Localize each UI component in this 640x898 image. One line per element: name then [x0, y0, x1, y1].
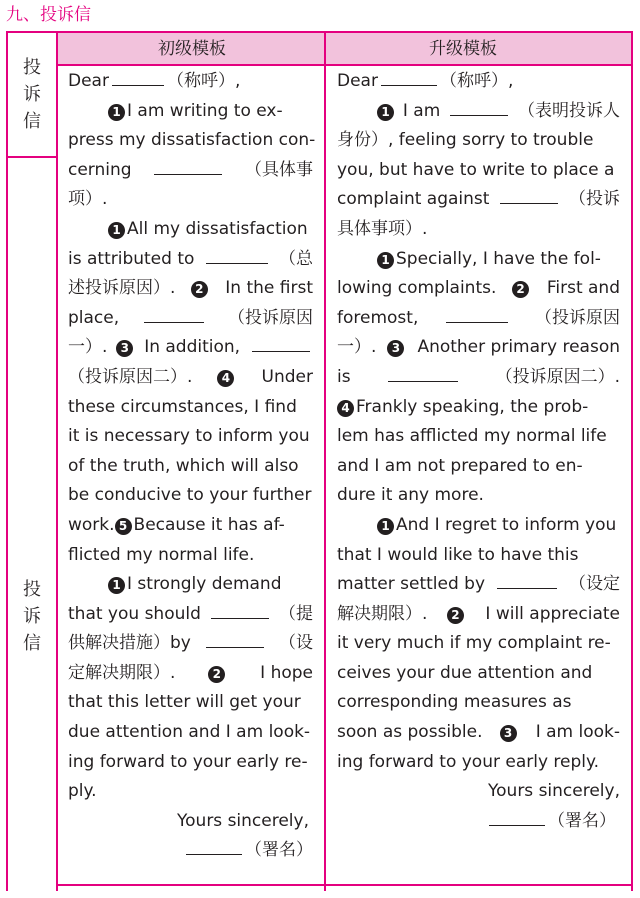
text-line	[337, 688, 620, 718]
text-line	[68, 541, 313, 571]
header-advanced-template: 升级模板	[429, 39, 497, 59]
text-line	[68, 452, 313, 482]
text-segment: these circumstances, I find	[68, 396, 297, 417]
text-segment: （称呼）,	[166, 71, 241, 91]
text-line	[337, 393, 620, 423]
text-segment: dure it any more.	[337, 485, 484, 506]
text-line	[337, 600, 620, 630]
text-segment: place,	[68, 307, 120, 328]
text-segment: All my dissatisfaction	[127, 218, 308, 239]
text-line	[337, 748, 620, 778]
text-line	[337, 304, 620, 334]
text-line	[68, 422, 313, 452]
text-segment: that I would like to have this	[337, 544, 579, 565]
text-line	[68, 97, 313, 127]
step-number-badge: 1	[377, 518, 394, 535]
text-line	[68, 245, 313, 275]
step-number-badge: 3	[116, 340, 133, 357]
text-line	[337, 67, 620, 97]
text-line	[68, 156, 313, 186]
text-segment: 述投诉原因）.	[68, 278, 176, 299]
fill-in-blank	[446, 321, 508, 323]
text-segment: 具体事项）.	[337, 218, 428, 239]
fill-in-blank	[206, 646, 264, 648]
text-segment: （投诉	[568, 189, 620, 210]
text-segment: Dear	[337, 71, 378, 91]
text-segment: complaint against	[337, 189, 490, 210]
step-number-badge: 2	[512, 281, 529, 298]
basic-template-text	[68, 67, 316, 866]
text-segment: I hope	[260, 662, 313, 683]
fill-in-blank	[144, 321, 204, 323]
text-line	[68, 570, 313, 600]
text-line	[337, 541, 620, 571]
text-segment: it is necessary to inform you	[68, 426, 310, 447]
text-line	[68, 333, 313, 363]
text-line	[68, 629, 313, 659]
text-segment: In addition,	[144, 337, 241, 358]
fill-in-blank	[489, 824, 545, 826]
text-segment: （设	[278, 633, 313, 654]
text-line	[337, 481, 620, 511]
fill-in-blank	[450, 114, 508, 116]
text-line	[68, 126, 316, 156]
text-segment: Because it has af-	[133, 514, 285, 535]
text-segment: （署名）	[548, 810, 616, 831]
text-line	[337, 452, 620, 482]
text-line	[337, 185, 620, 215]
text-segment: （投诉原因二）.	[495, 366, 620, 387]
text-segment: soon as possible.	[337, 722, 483, 743]
text-line	[337, 274, 620, 304]
side-column-border	[56, 31, 58, 891]
text-segment: is	[337, 366, 351, 387]
text-segment: First and	[546, 278, 620, 299]
step-number-badge: 4	[337, 400, 354, 417]
header-bottom-border	[57, 64, 633, 66]
fill-in-blank	[211, 617, 269, 619]
text-segment: that this letter will get your	[68, 692, 301, 713]
text-segment: 项）.	[68, 189, 108, 210]
text-line	[68, 393, 313, 423]
text-segment: ceives your due attention and	[337, 662, 593, 683]
text-segment: （署名）	[245, 840, 313, 861]
text-segment: be conducive to your further	[68, 485, 312, 506]
text-line	[337, 156, 620, 186]
table-right-border	[631, 31, 633, 891]
text-segment: （总	[279, 248, 313, 269]
step-number-badge: 2	[191, 281, 208, 298]
text-line	[337, 97, 620, 127]
fill-in-blank	[112, 84, 164, 86]
text-segment: you, but have to write to place a	[337, 159, 615, 180]
fill-in-blank	[388, 380, 458, 382]
text-segment: it very much if my complaint re-	[337, 633, 611, 654]
text-segment: 一）.	[337, 337, 377, 358]
text-segment: press my dissatisfaction con-	[68, 130, 316, 151]
text-line	[337, 570, 620, 600]
step-number-badge: 1	[377, 252, 394, 269]
text-segment: that you should	[68, 603, 201, 624]
text-segment: and I am not prepared to en-	[337, 455, 583, 476]
text-segment: work.	[68, 514, 115, 535]
text-segment: In the first	[225, 278, 313, 299]
text-segment: ing forward to your early re-	[68, 751, 308, 772]
fill-in-blank	[381, 84, 437, 86]
text-segment: 定解决期限）.	[68, 662, 176, 683]
fill-in-blank	[252, 350, 310, 352]
text-segment: is attributed to	[68, 248, 195, 269]
step-number-badge: 1	[108, 577, 125, 594]
text-segment: 解决期限）.	[337, 603, 428, 624]
step-number-badge: 4	[217, 370, 234, 387]
text-line	[68, 718, 313, 748]
text-segment: Yours sincerely,	[488, 781, 620, 802]
text-segment: I am writing to ex-	[127, 100, 283, 121]
side-label-top: 投 诉 信	[23, 57, 41, 132]
step-number-badge: 1	[108, 222, 125, 239]
text-line	[68, 836, 313, 866]
text-line	[337, 215, 620, 245]
header-basic-template: 初级模板	[158, 39, 226, 59]
middle-column-border	[324, 31, 326, 891]
text-line	[68, 600, 313, 630]
text-line	[68, 481, 313, 511]
text-line	[337, 126, 620, 156]
text-line	[337, 659, 620, 689]
text-segment: lem has afflicted my normal life	[337, 426, 607, 447]
text-segment: Another primary reason	[417, 337, 620, 358]
fill-in-blank	[154, 173, 222, 175]
text-segment: （投诉原因	[534, 307, 620, 328]
text-segment: Under	[261, 366, 313, 387]
text-segment: （称呼）,	[439, 71, 514, 91]
text-segment: of the truth, which will also	[68, 455, 299, 476]
fill-in-blank	[497, 587, 557, 589]
step-number-badge: 1	[108, 104, 125, 121]
text-segment: cerning	[68, 159, 132, 180]
side-label-bottom: 投 诉 信	[23, 579, 41, 654]
section-title: 九、投诉信	[6, 5, 91, 25]
text-segment: lowing complaints.	[337, 278, 497, 299]
text-segment: （具体事	[245, 159, 313, 180]
text-segment: due attention and I am look-	[68, 722, 311, 743]
text-segment: （投诉原因二）.	[68, 366, 193, 387]
text-segment: Yours sincerely,	[177, 810, 309, 831]
step-number-badge: 3	[387, 340, 404, 357]
text-segment: 一）.	[68, 337, 108, 358]
text-segment: flicted my normal life.	[68, 544, 255, 565]
text-line	[68, 748, 313, 778]
fill-in-blank	[206, 262, 268, 264]
table-left-border	[6, 31, 8, 891]
text-line	[337, 718, 620, 748]
table-top-border	[6, 31, 633, 33]
text-segment: foremost,	[337, 307, 419, 328]
text-segment: （提	[278, 603, 313, 624]
text-segment: Dear	[68, 71, 109, 91]
text-line	[68, 215, 313, 245]
text-segment: I am look-	[535, 722, 620, 743]
text-segment: （投诉原因	[228, 307, 313, 328]
text-segment: （表明投诉人	[517, 100, 620, 121]
text-segment: corresponding measures as	[337, 692, 572, 713]
text-line	[68, 777, 313, 807]
text-segment: I am	[402, 100, 441, 121]
text-segment: I strongly demand	[127, 574, 282, 595]
text-line	[68, 304, 313, 334]
text-segment: ply.	[68, 781, 97, 802]
text-line	[337, 511, 620, 541]
fill-in-blank	[186, 853, 242, 855]
text-line	[68, 67, 313, 97]
text-segment: 身份）, feeling sorry to trouble	[337, 130, 594, 151]
text-segment: I will appreciate	[485, 603, 620, 624]
text-line	[68, 688, 313, 718]
text-line	[337, 363, 620, 393]
text-line	[337, 807, 620, 837]
text-line	[68, 363, 313, 393]
text-segment: （设定	[568, 574, 620, 595]
step-number-badge: 5	[115, 518, 132, 535]
text-segment: Specially, I have the fol-	[396, 248, 601, 269]
text-line	[68, 185, 313, 215]
advanced-template-text	[337, 67, 620, 836]
text-segment: And I regret to inform you	[396, 514, 617, 535]
step-number-badge: 2	[447, 607, 464, 624]
text-line	[337, 629, 620, 659]
text-line	[68, 807, 313, 837]
text-segment: matter settled by	[337, 574, 486, 595]
step-number-badge: 1	[377, 104, 394, 121]
text-line	[337, 422, 620, 452]
fill-in-blank	[500, 202, 558, 204]
text-line	[68, 511, 313, 541]
side-divider	[6, 156, 58, 158]
text-segment: ing forward to your early reply.	[337, 751, 600, 772]
text-segment: 供解决措施）by	[68, 633, 191, 654]
step-number-badge: 2	[208, 666, 225, 683]
table-bottom-border	[57, 884, 633, 886]
text-line	[337, 245, 620, 275]
text-segment: Frankly speaking, the prob-	[356, 396, 589, 417]
step-number-badge: 3	[500, 725, 517, 742]
text-line	[68, 659, 313, 689]
text-line	[337, 777, 620, 807]
text-line	[68, 274, 313, 304]
text-line	[337, 333, 620, 363]
